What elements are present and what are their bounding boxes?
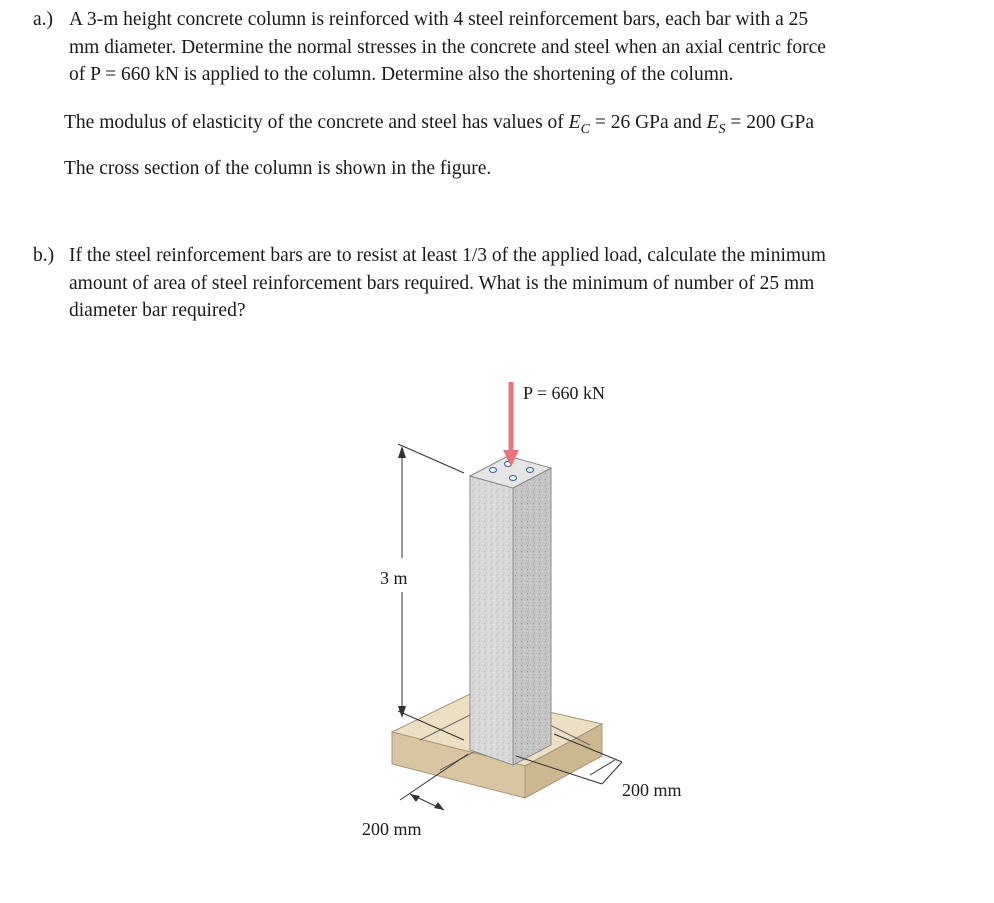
height-dimension <box>398 444 464 740</box>
es-value: = 200 GPa <box>725 112 814 133</box>
part-b-label: b.) <box>33 245 55 266</box>
part-a-line-1: A 3-m height concrete column is reinforced with 4 steel reinforcement bars, each bar with a 25 <box>69 9 809 30</box>
part-a-line-3: of P = 660 kN is applied to the column. Determine also the shortening of the column. <box>69 64 734 85</box>
height-label: 3 m <box>380 568 408 588</box>
part-b-line-1: If the steel reinforcement bars are to resist at least 1/3 of the applied load, calculate the minimum <box>69 245 826 266</box>
width-right-label: 200 mm <box>622 780 682 800</box>
width-left-label: 200 mm <box>362 819 422 839</box>
modulus-prefix: The modulus of elasticity of the concrete and steel has values of <box>64 112 569 133</box>
column-figure <box>340 370 720 850</box>
es-symbol: E <box>706 112 719 133</box>
es-subscript: S <box>718 120 726 137</box>
modulus-statement <box>64 109 964 137</box>
load-arrow <box>503 382 519 467</box>
cross-section-note: The cross section of the column is shown in the figure. <box>64 158 492 179</box>
column-front-face <box>470 476 513 765</box>
rebar-end-4 <box>510 476 517 481</box>
part-a-question <box>69 6 969 89</box>
ec-subscript: C <box>580 120 590 137</box>
height-extension-top <box>398 444 464 473</box>
part-b-line-3: diameter bar required? <box>69 300 246 321</box>
part-b-line-2: amount of area of steel reinforcement bars required. What is the minimum of number of 25 mm <box>69 272 815 294</box>
concrete-column <box>470 456 551 765</box>
column-side-face <box>513 468 551 765</box>
part-a-label: a.) <box>33 9 54 30</box>
part-b-question <box>69 242 969 325</box>
part-a-line-2: mm diameter. Determine the normal stresses in the concrete and steel when an axial centric force <box>69 36 826 58</box>
ec-symbol: E <box>568 112 581 133</box>
rebar-end-3 <box>527 468 534 473</box>
height-arrow-top <box>398 446 406 458</box>
ec-value: = 26 GPa and <box>589 112 707 133</box>
load-label: P = 660 kN <box>523 383 605 403</box>
rebar-end-1 <box>490 468 497 473</box>
